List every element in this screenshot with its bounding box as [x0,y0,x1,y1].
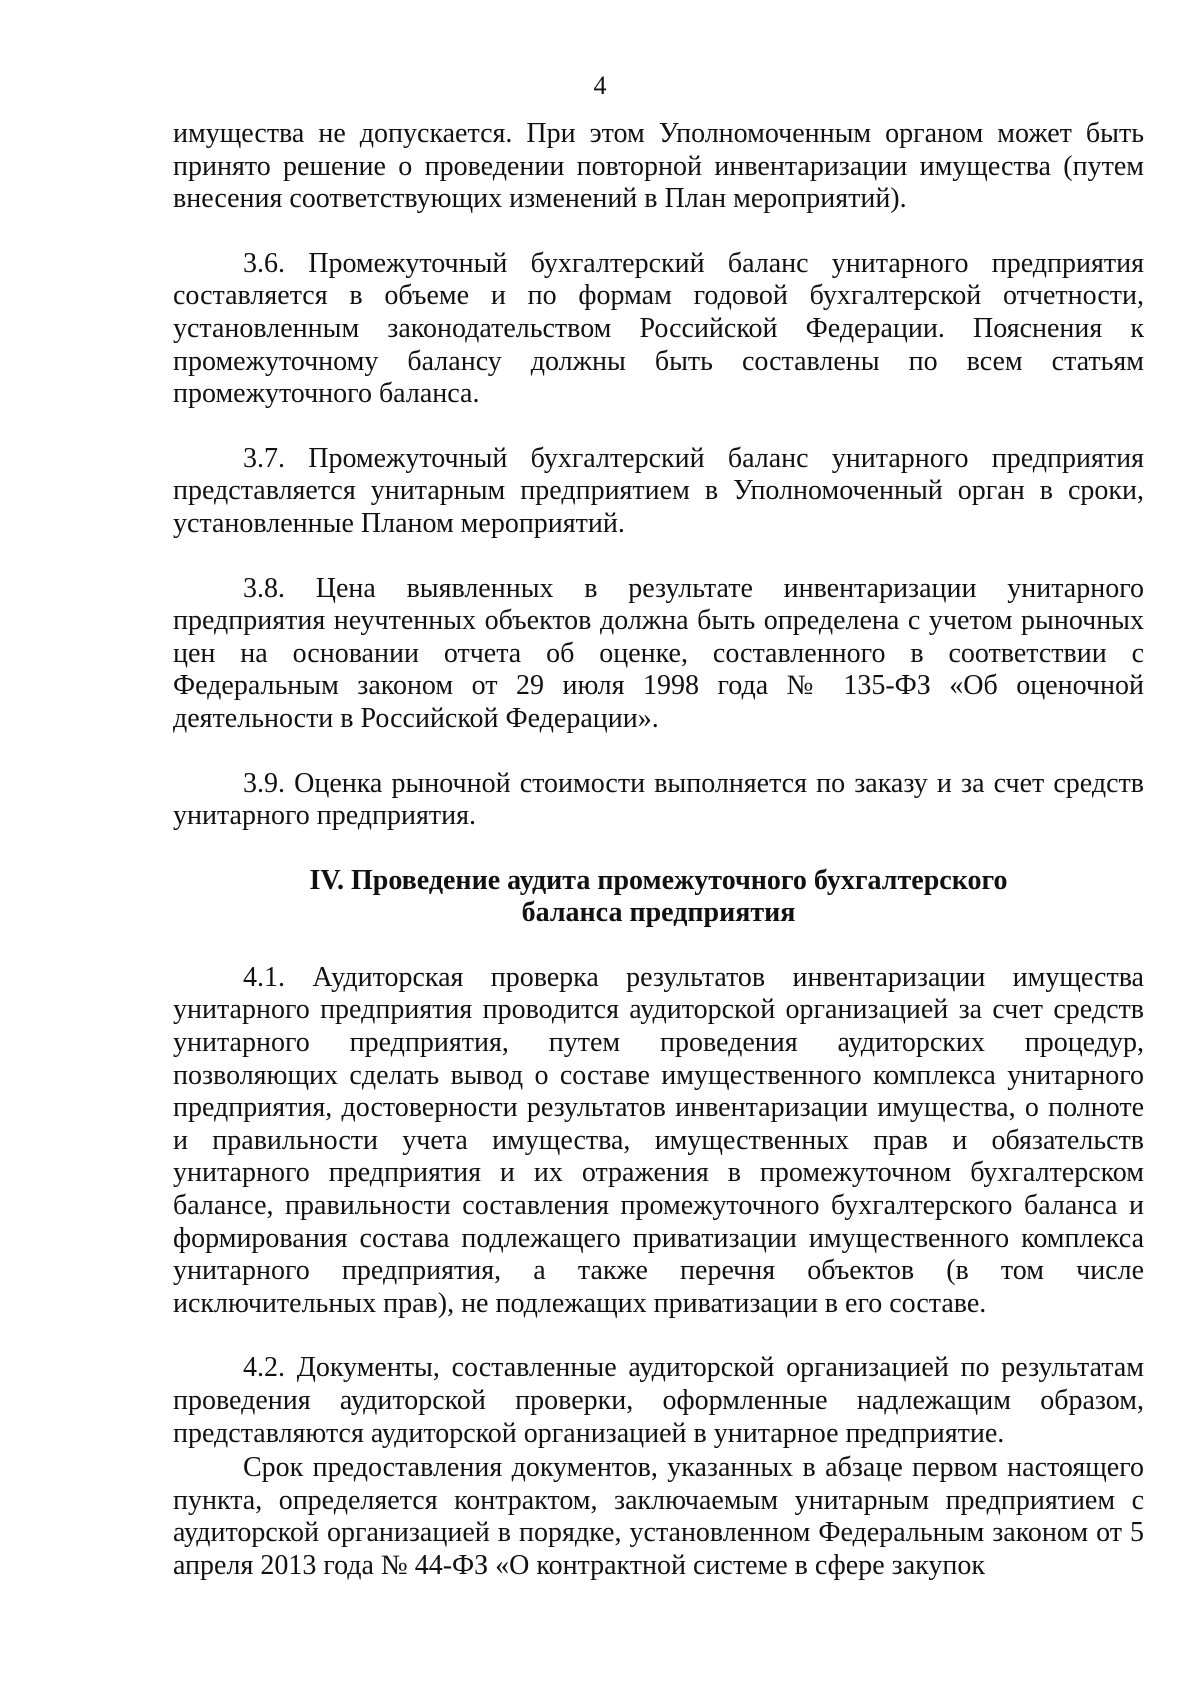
paragraph-3-8: 3.8. Цена выявленных в результате инвентаризации унитарного предприятия неучтенных объектов должна быть определена с учетом рыночных цен на основании отчета об оценке, составленного в соответствии с Федеральным законом от 29 июля 1998 года № 135-ФЗ «Об оценочной деятельности в Российской Федерации». [173,572,1144,734]
paragraph-3-7: 3.7. Промежуточный бухгалтерский баланс унитарного предприятия представляется унитарным предприятием в Уполномоченный орган в сроки, установленные Планом мероприятий. [173,442,1144,539]
paragraph-3-9: 3.9. Оценка рыночной стоимости выполняется по заказу и за счет средств унитарного предприятия. [173,767,1144,832]
paragraph-continuation: имущества не допускается. При этом Уполномоченным органом может быть принято решение о проведении повторной инвентаризации имущества (путем внесения соответствующих изменений в План мероприятий). [173,118,1144,215]
section-heading [173,865,1144,930]
paragraph-4-2-deadline: Срок предоставления документов, указанных в абзаце первом настоящего пункта, определяется контрактом, заключаемым унитарным предприятием с аудиторской организацией в порядке, установленном Федеральным законом от 5 апреля 2013 года № 44-ФЗ «О контрактной системе в сфере закупок [173,1452,1144,1581]
paragraph-4-1: 4.1. Аудиторская проверка результатов инвентаризации имущества унитарного предприятия проводится аудиторской организацией за счет средств унитарного предприятия, путем проведения аудиторских процедур, позволяющих сделать вывод о составе имущественного комплекса унитарного предприятия, достоверности результатов инвентаризации имущества, о полноте и правильности учета имущества, имущественных прав и обязательств унитарного предприятия и их отражения в промежуточном бухгалтерском балансе, правильности составления промежуточного бухгалтерского баланса и формирования состава подлежащего приватизации имущественного комплекса унитарного предприятия, а также перечня объектов (в том числе исключительных прав), не подлежащих приватизации в его составе. [173,961,1144,1319]
page-number: 4 [593,71,607,100]
document-body [173,118,1144,1583]
section-heading-line-2: баланса предприятия [521,897,796,929]
section-heading-line-1: IV. Проведение аудита промежуточного бухгалтерского [309,864,1008,896]
paragraph-4-2: 4.2. Документы, составленные аудиторской организацией по результатам проведения аудиторской проверки, оформленные надлежащим образом, представляются аудиторской организацией в унитарное предприятие. [173,1352,1144,1449]
paragraph-3-6: 3.6. Промежуточный бухгалтерский баланс унитарного предприятия составляется в объеме и по формам годовой бухгалтерской отчетности, установленным законодательством Российской Федерации. Пояснения к промежуточному балансу должны быть составлены по всем статьям промежуточного баланса. [173,247,1144,410]
